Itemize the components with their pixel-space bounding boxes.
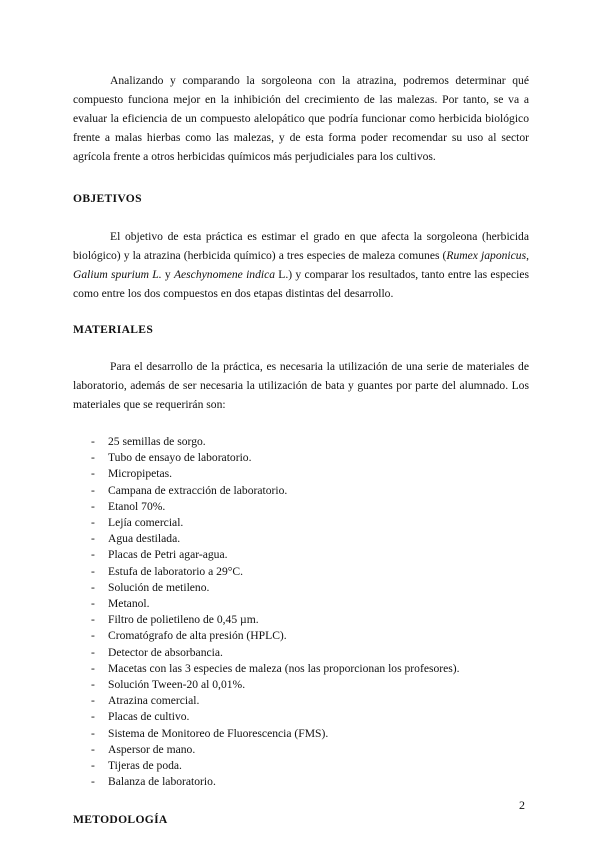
list-bullet: - — [91, 435, 95, 448]
list-item — [73, 434, 529, 450]
list-item — [73, 709, 529, 725]
list-bullet: - — [91, 775, 95, 789]
list-item-text: Placas de cultivo. — [108, 710, 190, 724]
list-bullet: - — [91, 597, 95, 611]
intro-paragraph: Analizando y comparando la sorgoleona con la atrazina, podremos determinar qué compuesto funciona mejor en la inhibición del crecimiento de las malezas. Por tanto, se va a evaluar la eficiencia de un compuesto alelopático que podría funcionar como herbicida biológico frente a malas hierbas como las malezas, y de esta forma poder recomendar su uso al sector agrícola frente a otros herbicidas químicos más perjudiciales para los cultivos. — [73, 74, 529, 163]
list-bullet: - — [91, 532, 95, 546]
list-item — [73, 515, 529, 531]
list-item-text: Detector de absorbancia. — [108, 645, 223, 659]
list-bullet: - — [91, 483, 95, 497]
list-item — [73, 499, 529, 515]
list-item-text: Solución Tween-20 al 0,01%. — [108, 678, 246, 692]
list-item-text: Balanza de laboratorio. — [108, 775, 216, 789]
list-bullet: - — [91, 516, 95, 530]
list-item-text: Placas de Petri agar-agua. — [108, 548, 228, 562]
list-item — [73, 466, 529, 482]
list-bullet: - — [91, 564, 95, 578]
list-item-text: Micropipetas. — [108, 467, 173, 481]
list-item — [73, 628, 529, 644]
list-item-text: Campana de extracción de laboratorio. — [108, 483, 288, 497]
list-item — [73, 596, 529, 612]
list-item-text: Etanol 70%. — [108, 499, 166, 513]
list-bullet: - — [91, 613, 95, 627]
page-content — [73, 71, 529, 829]
metodologia-heading: METODOLOGÍA — [73, 813, 168, 827]
list-item-text: Lejía comercial. — [108, 516, 184, 530]
list-item-text: Cromatógrafo de alta presión (HPLC). — [108, 629, 287, 643]
list-item — [73, 580, 529, 596]
list-item-text: Agua destilada. — [108, 532, 181, 546]
list-item — [73, 758, 529, 774]
list-item — [73, 547, 529, 563]
list-item — [73, 677, 529, 693]
list-item — [73, 483, 529, 499]
list-item-text: Tijeras de poda. — [108, 759, 182, 773]
list-item — [73, 450, 529, 466]
list-item — [73, 742, 529, 758]
list-item — [73, 564, 529, 580]
list-bullet: - — [91, 742, 95, 756]
list-bullet: - — [91, 580, 95, 594]
list-bullet: - — [91, 661, 95, 675]
materiales-heading: MATERIALES — [73, 323, 154, 336]
list-bullet: - — [91, 710, 95, 724]
species-separator: y — [161, 268, 174, 281]
objetivos-text-part2: L.) y comparar los resultados, tanto entre las especies como entre los dos compuestos en dos etapas distintas del desarrollo. — [73, 268, 530, 300]
list-item-text: Tubo de ensayo de laboratorio. — [108, 451, 252, 465]
list-bullet: - — [91, 499, 95, 513]
list-bullet: - — [91, 629, 95, 643]
list-item-text: Aspersor de mano. — [108, 742, 196, 756]
list-item-text: Filtro de polietileno de 0,45 µm. — [108, 613, 259, 627]
list-bullet: - — [91, 678, 95, 692]
objetivos-paragraph — [73, 227, 529, 303]
species-separator: , — [526, 249, 529, 262]
species-galium: Galium spurium L. — [73, 268, 162, 281]
list-item-text: Metanol. — [108, 597, 150, 611]
list-item-text: Macetas con las 3 especies de maleza (nos las proporcionan los profesores). — [108, 661, 460, 675]
materials-list — [73, 434, 529, 790]
materiales-intro-paragraph: Para el desarrollo de la práctica, es necesaria la utilización de una serie de materiales de laboratorio, además de ser necesaria la utilización de bata y guantes por parte del alumnado. Los materiales que se requerirán son: — [73, 360, 529, 411]
objetivos-heading: OBJETIVOS — [73, 192, 142, 205]
list-bullet: - — [91, 467, 95, 481]
list-bullet: - — [91, 694, 95, 708]
list-item — [73, 645, 529, 661]
list-item — [73, 661, 529, 677]
list-bullet: - — [91, 726, 95, 740]
list-item — [73, 531, 529, 547]
list-item-text: Sistema de Monitoreo de Fluorescencia (FMS). — [108, 726, 329, 740]
list-item — [73, 726, 529, 742]
list-bullet: - — [91, 759, 95, 773]
list-item — [73, 612, 529, 628]
list-item-text: Solución de metileno. — [108, 580, 210, 594]
species-rumex: Rumex japonicus — [446, 249, 527, 262]
list-item-text: Atrazina comercial. — [108, 694, 200, 708]
list-item — [73, 693, 529, 709]
page-number: 2 — [519, 798, 525, 812]
list-bullet: - — [91, 548, 95, 562]
list-bullet: - — [91, 645, 95, 659]
list-bullet: - — [91, 451, 95, 465]
list-item — [73, 774, 529, 790]
list-item-text: Estufa de laboratorio a 29°C. — [108, 564, 244, 578]
species-aeschynomene: Aeschynomene indica — [173, 268, 276, 281]
list-item-text: 25 semillas de sorgo. — [108, 435, 206, 448]
objetivos-text-part1: El objetivo de esta práctica es estimar el grado en que afecta la sorgoleona (herbicida biológico) y la atrazina (herbicida químico) a tres especies de maleza comunes ( — [73, 230, 529, 262]
